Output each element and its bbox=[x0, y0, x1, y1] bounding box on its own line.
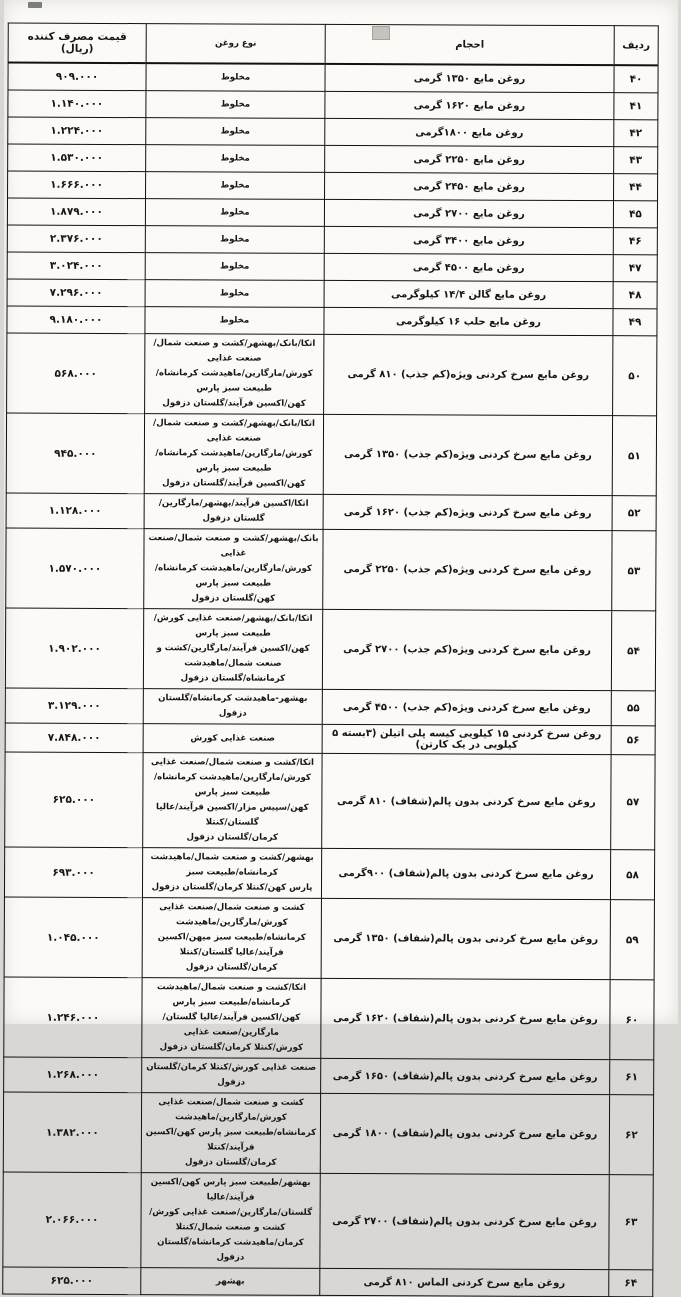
item-cell: روغن مایع ۱۳۵۰ گرمی bbox=[325, 64, 614, 93]
price-cell: ۳.۰۲۴.۰۰۰ bbox=[7, 252, 145, 280]
oil-type-cell: بانک/بهشهر/کشت و صنعت شمال/صنعت غذایی کورش/مارگارین/ماهیدشت کرمانشاه/طبیعت سبز پارس کهن/گلستان دزفول bbox=[144, 529, 323, 610]
oil-type-cell: کشت و صنعت شمال/صنعت غذایی کورش/مارگارین/ماهیدشت کرمانشاه/طبیعت سبز پارس کهن/اکسین فرآیند/کنتلا کرمان/گلستان دزفول bbox=[141, 1093, 320, 1174]
table-row bbox=[7, 198, 657, 228]
row-number-cell: ۵۰ bbox=[613, 336, 657, 416]
price-cell: ۹۴۵.۰۰۰ bbox=[6, 413, 144, 494]
table-row bbox=[4, 847, 654, 900]
table-row bbox=[4, 977, 654, 1060]
table-row bbox=[5, 723, 655, 755]
row-number-cell: ۵۸ bbox=[610, 850, 654, 900]
row-number-cell: ۵۶ bbox=[611, 726, 655, 755]
item-cell: روغن مایع سرخ کردنی بدون پالم(شفاف) ۲۷۰۰ گرمی bbox=[320, 1173, 609, 1269]
item-cell: روغن مایع ۲۷۰۰ گرمی bbox=[324, 199, 613, 227]
price-cell: ۹۰۹.۰۰۰ bbox=[8, 63, 146, 91]
item-cell: روغن مایع سرخ کردنی ویژه(کم جذب) ۴۵۰۰ گرمی bbox=[322, 689, 611, 725]
table-row bbox=[8, 144, 658, 174]
table-row bbox=[8, 90, 658, 120]
table-row bbox=[3, 1267, 653, 1297]
item-cell: روغن مایع سرخ کردنی بدون پالم(شفاف) ۱۶۵۰ گرمی bbox=[321, 1058, 610, 1094]
item-cell: روغن مایع سرخ کردنی ویژه(کم جذب) ۲۲۵۰ گرمی bbox=[323, 529, 612, 610]
table-row bbox=[7, 279, 657, 309]
price-cell: ۶۲۵.۰۰۰ bbox=[5, 752, 143, 848]
row-number-cell: ۵۷ bbox=[611, 755, 655, 850]
header-oil-type: نوع روغن bbox=[146, 24, 325, 64]
row-number-cell: ۵۱ bbox=[612, 416, 656, 496]
item-cell: روغن مایع ۳۴۰۰ گرمی bbox=[324, 226, 613, 254]
price-cell: ۱.۲۶۸.۰۰۰ bbox=[4, 1057, 142, 1093]
item-cell: روغن مایع سرخ کردنی بدون پالم(شفاف) ۱۳۵۰ گرمی bbox=[321, 898, 610, 979]
oil-type-cell: اتکا/کشت و صنعت شمال/صنعت غذایی کورش/مارگارین/ماهیدشت کرمانشاه/طبیعت سبز پارس کهن/سپیس مزار/اکسین فرآیند/عالیا گلستان/کنتلا کرمان/گلستان دزفول bbox=[143, 753, 322, 849]
price-cell: ۱.۵۳۰.۰۰۰ bbox=[8, 144, 146, 172]
price-cell: ۱.۶۶۶.۰۰۰ bbox=[8, 171, 146, 199]
table-row bbox=[8, 63, 658, 93]
table-row bbox=[6, 493, 656, 531]
row-number-cell: ۵۲ bbox=[612, 496, 656, 531]
table-header bbox=[8, 23, 658, 65]
oil-type-cell: بهشهر-ماهیدشت کرمانشاه/گلستان دزفول bbox=[143, 689, 322, 725]
header-price: قیمت مصرف کننده (ریال) bbox=[8, 23, 146, 63]
table-row bbox=[4, 897, 654, 980]
oil-type-cell: مخلوط bbox=[145, 199, 324, 227]
price-cell: ۱.۲۲۴.۰۰۰ bbox=[8, 117, 146, 145]
item-cell: روغن مایع حلب ۱۶ کیلوگرمی bbox=[324, 307, 613, 335]
price-cell: ۷.۸۴۸.۰۰۰ bbox=[5, 723, 143, 753]
item-cell: روغن مایع ۲۲۵۰ گرمی bbox=[325, 145, 614, 173]
oil-type-cell: اتکا/اکسین فرآیند/بهشهر/مارگارین/گلستان دزفول bbox=[144, 494, 323, 530]
table-row bbox=[7, 333, 657, 416]
row-number-cell: ۴۹ bbox=[613, 309, 657, 336]
row-number-cell: ۴۷ bbox=[613, 255, 657, 282]
item-cell: روغن مایع سرخ کردنی ویژه(کم جذب) ۱۳۵۰ گرمی bbox=[323, 414, 612, 495]
price-cell: ۲.۳۷۶.۰۰۰ bbox=[7, 225, 145, 253]
price-cell: ۵۶۸.۰۰۰ bbox=[7, 333, 145, 414]
oil-type-cell: مخلوط bbox=[146, 172, 325, 200]
row-number-cell: ۴۰ bbox=[614, 65, 658, 93]
oil-type-cell: کشت و صنعت شمال/صنعت غذایی کورش/مارگارین/ماهیدشت کرمانشاه/طبیعت سبز میهن/اکسین فرآیند/عالیا گلستان/کنتلا کرمان/گلستان دزفول bbox=[142, 898, 321, 979]
table-row bbox=[7, 225, 657, 255]
oil-type-cell: مخلوط bbox=[145, 307, 324, 335]
oil-price-table bbox=[2, 23, 659, 1297]
row-number-cell: ۵۵ bbox=[611, 691, 655, 726]
price-cell: ۳.۱۲۹.۰۰۰ bbox=[5, 688, 143, 724]
table-row bbox=[3, 1172, 653, 1270]
scanned-paper bbox=[4, 0, 678, 1290]
price-table-wrapper bbox=[23, 23, 659, 1297]
row-number-cell: ۴۲ bbox=[614, 120, 658, 147]
row-number-cell: ۶۰ bbox=[610, 980, 654, 1060]
item-cell: روغن مایع سرخ کردنی بدون پالم(شفاف) ۱۸۰۰ گرمی bbox=[320, 1093, 609, 1174]
price-cell: ۱.۵۷۰.۰۰۰ bbox=[6, 528, 144, 609]
item-cell: روغن مایع سرخ کردنی ویژه(کم جذب) ۱۶۲۰ گرمی bbox=[323, 494, 612, 530]
row-number-cell: ۶۲ bbox=[609, 1095, 653, 1175]
header-row-number: ردیف bbox=[614, 26, 658, 66]
price-cell: ۷.۲۹۶.۰۰۰ bbox=[7, 279, 145, 307]
item-cell: روغن مایع ۱۶۲۰ گرمی bbox=[325, 91, 614, 119]
item-cell: روغن مایع گالن ۱۴/۴ کیلوگرمی bbox=[324, 280, 613, 308]
oil-type-cell: صنعت غذایی کورش/کنتلا کرمان/گلستان دزفول bbox=[142, 1058, 321, 1094]
row-number-cell: ۵۴ bbox=[611, 611, 655, 691]
oil-type-cell: مخلوط bbox=[146, 63, 325, 91]
price-cell: ۶۲۵.۰۰۰ bbox=[3, 1267, 141, 1295]
price-cell: ۱.۱۲۸.۰۰۰ bbox=[6, 493, 144, 529]
row-number-cell: ۵۳ bbox=[612, 531, 656, 611]
item-cell: روغن مایع سرخ کردنی ویژه(کم جذب) ۸۱۰ گرمی bbox=[324, 334, 613, 415]
item-cell: روغن مایع سرخ کردنی بدون پالم(شفاف) ۹۰۰گرمی bbox=[321, 848, 610, 899]
oil-type-cell: اتکا/بانک/بهشهر/کشت و صنعت شمال/صنعت غذایی کورش/مارگارین/ماهیدشت کرمانشاه/طبیعت سبز پارس کهن/اکسین فرآیند/گلستان دزفول bbox=[144, 414, 323, 495]
table-row bbox=[8, 171, 658, 201]
oil-type-cell: مخلوط bbox=[145, 226, 324, 254]
item-cell: روغن مایع ۲۴۵۰ گرمی bbox=[325, 172, 614, 200]
header-sizes: احجام bbox=[325, 24, 614, 65]
row-number-cell: ۴۸ bbox=[613, 282, 657, 309]
item-cell: روغن مایع سرخ کردنی بدون پالم(شفاف) ۱۶۲۰ گرمی bbox=[321, 978, 610, 1059]
oil-type-cell: مخلوط bbox=[145, 253, 324, 281]
oil-type-cell: مخلوط bbox=[146, 91, 325, 119]
item-cell: روغن مایع سرخ کردنی بدون پالم(شفاف) ۸۱۰ گرمی bbox=[322, 753, 611, 849]
row-number-cell: ۴۱ bbox=[614, 93, 658, 120]
item-cell: روغن مایع ۱۸۰۰گرمی bbox=[325, 118, 614, 146]
price-cell: ۶۹۳.۰۰۰ bbox=[4, 847, 142, 898]
item-cell: روغن سرخ کردنی ۱۵ کیلویی کیسه پلی اتیلن (۳بسته ۵ کیلویی در یک کارتن) bbox=[322, 724, 611, 754]
oil-type-cell: مخلوط bbox=[145, 280, 324, 308]
item-cell: روغن مایع سرخ کردنی الماس ۸۱۰ گرمی bbox=[320, 1268, 609, 1296]
row-number-cell: ۵۹ bbox=[610, 900, 654, 980]
oil-type-cell: اتکا/کشت و صنعت شمال/ماهیدشت کرمانشاه/طبیعت سبز پارس کهن/اکسین فرآیند/عالیا گلستان/مارگارین/صنعت غذایی کورش/کنتلا کرمان/گلستان دزفول bbox=[142, 978, 321, 1059]
row-number-cell: ۴۶ bbox=[613, 228, 657, 255]
price-cell: ۱.۱۴۰.۰۰۰ bbox=[8, 90, 146, 118]
oil-type-cell: مخلوط bbox=[146, 118, 325, 146]
table-row bbox=[7, 306, 657, 336]
scan-artifact-mark bbox=[28, 2, 42, 8]
row-number-cell: ۴۴ bbox=[614, 174, 658, 201]
table-row bbox=[5, 752, 655, 850]
price-cell: ۱.۹۰۲.۰۰۰ bbox=[5, 608, 143, 689]
oil-type-cell: اتکا/بانک/بهشهر/صنعت غذایی کورش/طبیعت سبز پارس کهن/اکسین فرآیند/مارگارین/کشت و صنعت شمال/ماهیدشت کرمانشاه/گلستان دزفول bbox=[143, 609, 322, 690]
table-row bbox=[7, 252, 657, 282]
oil-type-cell: بهشهر bbox=[141, 1268, 320, 1296]
price-cell: ۱.۸۷۹.۰۰۰ bbox=[7, 198, 145, 226]
oil-type-cell: مخلوط bbox=[146, 145, 325, 173]
table-body bbox=[3, 63, 658, 1297]
item-cell: روغن مایع ۴۵۰۰ گرمی bbox=[324, 253, 613, 281]
table-row bbox=[6, 528, 656, 611]
row-number-cell: ۴۳ bbox=[614, 147, 658, 174]
oil-type-cell: بهشهر/طبیعت سبز پارس کهن/اکسین فرآیند/عالیا گلستان/مارگارین/صنعت غذایی کورش/کشت و صنعت شمال/کنتلا کرمان/ماهیدشت کرمانشاه/گلستان دزفول bbox=[141, 1173, 320, 1269]
price-cell: ۱.۲۴۶.۰۰۰ bbox=[4, 977, 142, 1058]
table-row bbox=[3, 1092, 653, 1175]
table-row bbox=[5, 688, 655, 726]
price-cell: ۹.۱۸۰.۰۰۰ bbox=[7, 306, 145, 334]
row-number-cell: ۶۱ bbox=[610, 1060, 654, 1095]
price-cell: ۱.۰۴۵.۰۰۰ bbox=[4, 897, 142, 978]
item-cell: روغن مایع سرخ کردنی ویژه(کم جذب) ۲۷۰۰ گرمی bbox=[322, 609, 611, 690]
price-cell: ۱.۳۸۲.۰۰۰ bbox=[3, 1092, 141, 1173]
row-number-cell: ۶۴ bbox=[609, 1270, 653, 1297]
table-header-row bbox=[8, 23, 658, 65]
oil-type-cell: اتکا/بانک/بهشهر/کشت و صنعت شمال/صنعت غذایی کورش/مارگارین/ماهیدشت کرمانشاه/طبیعت سبز پارس کهن/اکسین فرآیند/گلستان دزفول bbox=[145, 334, 324, 415]
table-row bbox=[8, 117, 658, 147]
table-row bbox=[4, 1057, 654, 1095]
row-number-cell: ۶۳ bbox=[609, 1175, 653, 1270]
price-cell: ۲.۰۶۶.۰۰۰ bbox=[3, 1172, 141, 1268]
oil-type-cell: صنعت غذایی کورش bbox=[143, 724, 322, 754]
table-row bbox=[5, 608, 655, 691]
oil-type-cell: بهشهر/کشت و صنعت شمال/ماهیدشت کرمانشاه/طبیعت سبز پارس کهن/کنتلا کرمان/گلستان دزفول bbox=[142, 848, 321, 899]
table-row bbox=[6, 413, 656, 496]
row-number-cell: ۴۵ bbox=[613, 201, 657, 228]
